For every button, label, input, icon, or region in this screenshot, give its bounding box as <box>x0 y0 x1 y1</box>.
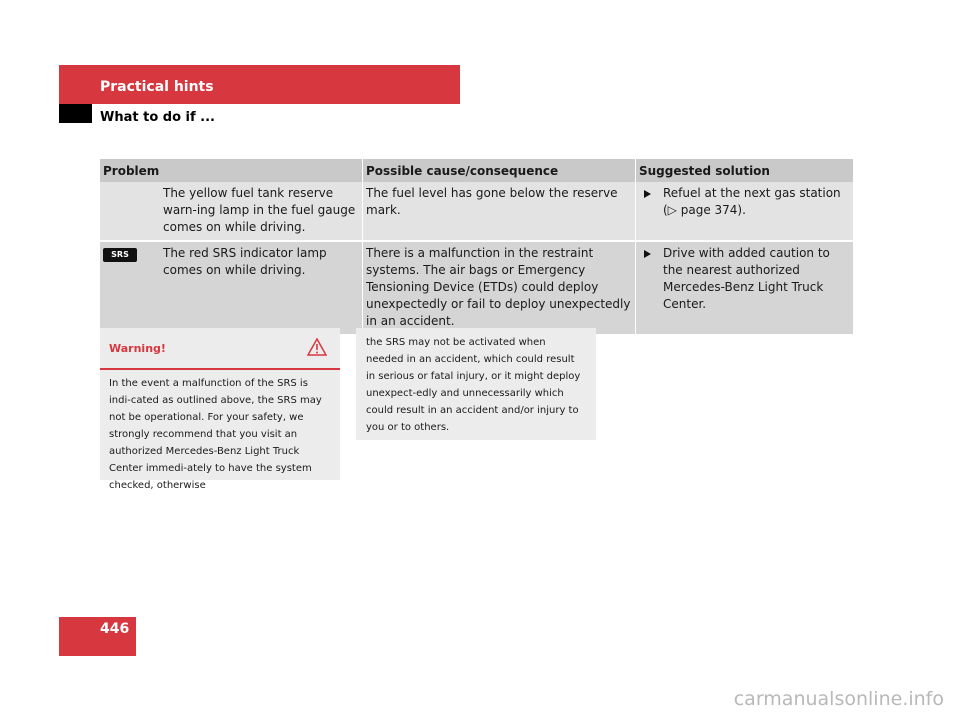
warning-text: In the event a malfunction of the SRS is indi-cated as outlined above, the SRS may not be operational. For your safety, we strongly recommend that you visit an authorized Mercedes-Benz Light Truck Center immedi-ately to have the system checked, otherwise <box>109 378 322 491</box>
bullet-arrow-icon <box>644 250 651 258</box>
troubleshooting-table <box>100 159 853 334</box>
cause-cell: There is a malfunction in the restraint systems. The air bags or Emergency Tensioning Device (ETDs) could deploy unexpectedly or fail to deploy unexpectedly in an accident. <box>362 242 635 334</box>
watermark: carmanualsonline.info <box>733 688 944 710</box>
column-header-problem: Problem <box>100 159 362 182</box>
warning-continuation: the SRS may not be activated when needed in an accident, which could result in serious or fatal injury, or it might deploy unexpect-edly and unnecessarily which could result in an accident and/or injury to you or to others. <box>356 328 596 440</box>
fuel-reserve-icon <box>103 185 163 236</box>
subsection-marker <box>59 104 92 123</box>
table-row <box>100 182 853 240</box>
warning-header <box>100 328 340 370</box>
warning-triangle-icon <box>307 338 327 360</box>
srs-icon: SRS <box>103 248 137 262</box>
bullet-arrow-icon <box>644 190 651 198</box>
subsection-title: What to do if ... <box>100 110 215 125</box>
cause-cell: The fuel level has gone below the reserve mark. <box>362 182 635 240</box>
table-header-row <box>100 159 853 182</box>
page-number: 446 <box>100 621 130 637</box>
solution-cell <box>635 242 853 334</box>
problem-cell <box>100 182 362 240</box>
problem-text: The yellow fuel tank reserve warn-ing lamp in the fuel gauge comes on while driving. <box>163 186 356 234</box>
section-title: Practical hints <box>100 79 214 95</box>
solution-text: Drive with added caution to the nearest authorized Mercedes-Benz Light Truck Center. <box>663 246 830 311</box>
column-header-solution: Suggested solution <box>635 159 853 182</box>
solution-cell <box>635 182 853 240</box>
problem-text: The red SRS indicator lamp comes on while driving. <box>163 246 327 277</box>
solution-text: Refuel at the next gas station (▷ page 374). <box>663 186 841 217</box>
problem-cell <box>100 242 362 334</box>
warning-title: Warning! <box>109 342 166 355</box>
column-header-cause: Possible cause/consequence <box>362 159 635 182</box>
table-row <box>100 242 853 334</box>
warning-box <box>100 328 340 491</box>
